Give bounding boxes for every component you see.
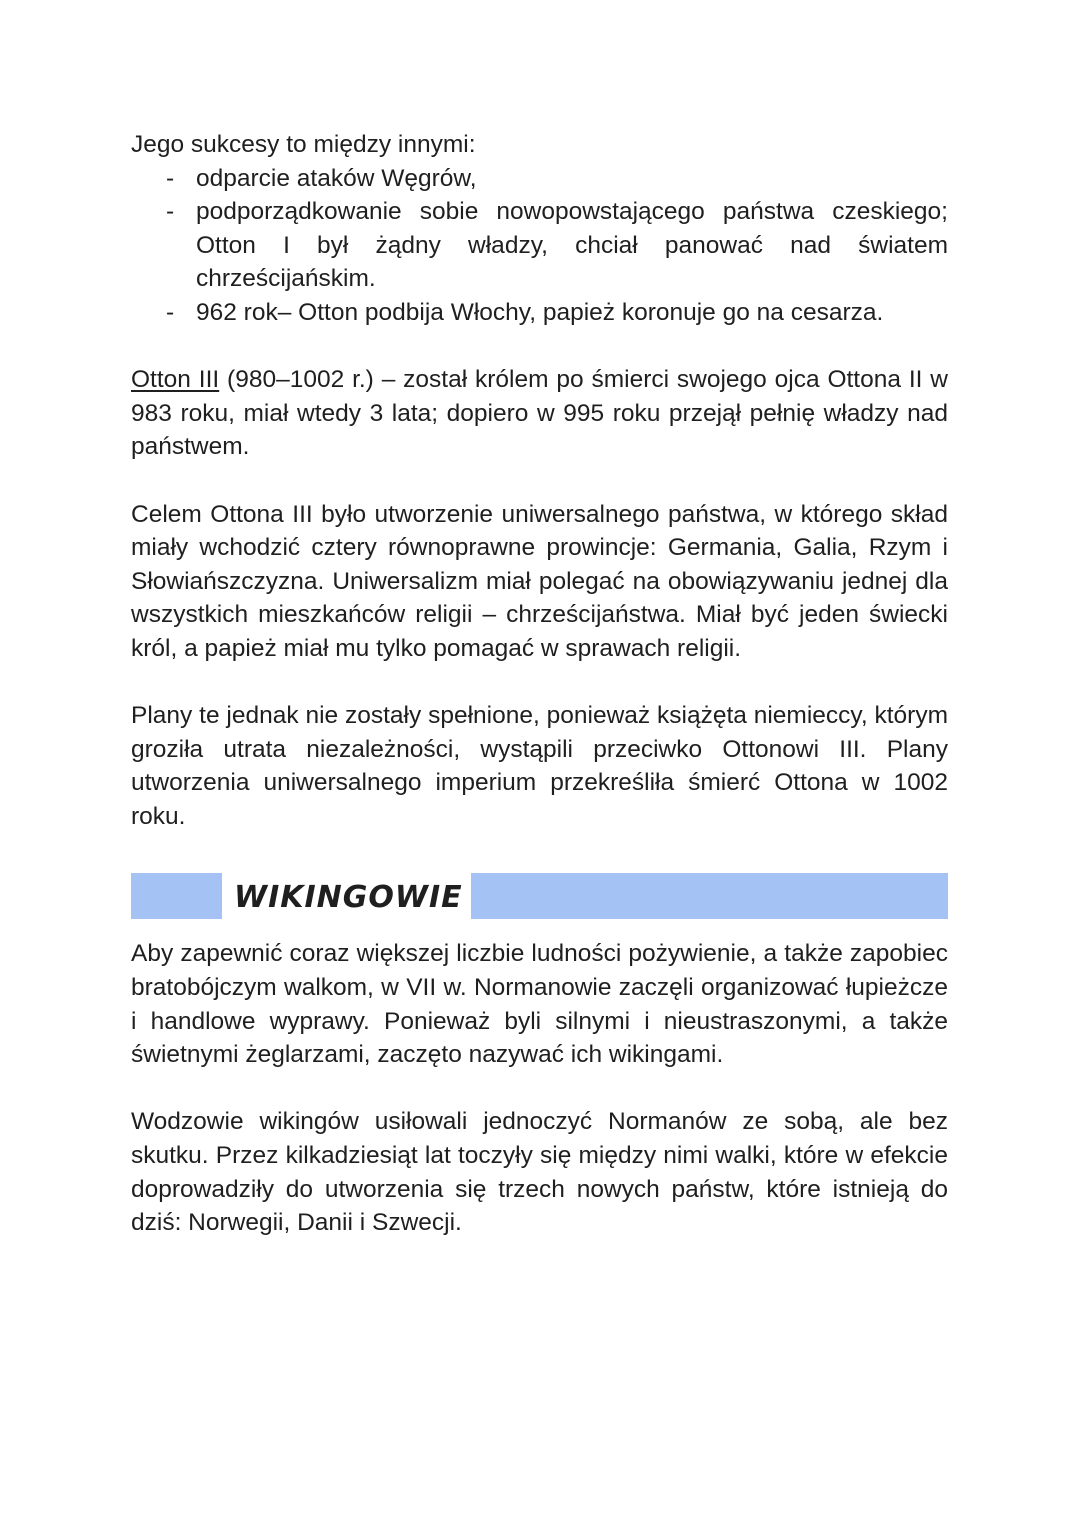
otto-iii-name: Otton III — [131, 366, 220, 394]
vikings-paragraph-2: Wodzowie wikingów usiłowali jednoczyć Normanów ze sobą, ale bez skutku. Przez kilkadziesiąt lat toczyły się między nimi walki, które w efekcie doprowadziły do utworzenia się trzech nowych państw, które istnieją do dziś: Norwegii, Danii i Szwecji. — [131, 1108, 948, 1237]
otto-iii-paragraph — [131, 363, 948, 464]
successes-lead: Jego sukcesy to między innymi: — [131, 131, 476, 158]
otto-iii-text: (980–1002 r.) – został królem po śmierci swojego ojca Ottona II w 983 roku, miał wtedy 3 lata; dopiero w 995 roku przejął pełnię władzy nad państwem. — [131, 366, 949, 461]
plans-paragraph: Plany te jednak nie zostały spełnione, ponieważ książęta niemieccy, którym groziła utrata niezależności, wystąpili przeciwko Ottonowi III. Plany utworzenia uniwersalnego imperium przekreśliła śmierć Ottona w 1002 roku. — [131, 702, 948, 830]
vikings-heading: WIKINGOWIE — [222, 873, 471, 919]
paragraph-gap — [131, 330, 948, 364]
vikings-paragraph-1: Aby zapewnić coraz większej liczbie ludności pożywienie, a także zapobiec bratobójczym walkom, w VII w. Normanowie zaczęli organizować łupieżcze i handlowe wyprawy. Ponieważ byli silnymi i nieustraszonymi, a także świetnymi żeglarzami, zaczęto nazywać ich wikingami. — [131, 940, 948, 1069]
document-page — [131, 128, 948, 1240]
list-item: - odparcie ataków Węgrów, — [196, 162, 948, 196]
list-item: - podporządkowanie sobie nowopowstającego państwa czeskiego; Otton I był żądny władzy, chciał panować nad światem chrześcijańskim. — [196, 195, 948, 296]
paragraph-gap — [131, 1072, 948, 1106]
paragraph-gap — [131, 464, 948, 498]
paragraph-gap — [131, 666, 948, 700]
vikings-heading-band — [131, 873, 948, 919]
goal-paragraph: Celem Ottona III było utworzenie uniwersalnego państwa, w którego skład miały wchodzić cztery równoprawne prowincje: Germania, Galia, Rzym i Słowiańszczyzna. Uniwersalizm miał polegać na obowiązywaniu jednej dla wszystkich mieszkańców religii – chrześcijaństwa. Miał być jeden świecki król, a papież miał mu tylko pomagać w sprawach religii. — [131, 500, 948, 662]
list-item: - 962 rok– Otton podbija Włochy, papież koronuje go na cesarza. — [196, 296, 948, 330]
successes-list — [131, 162, 948, 330]
